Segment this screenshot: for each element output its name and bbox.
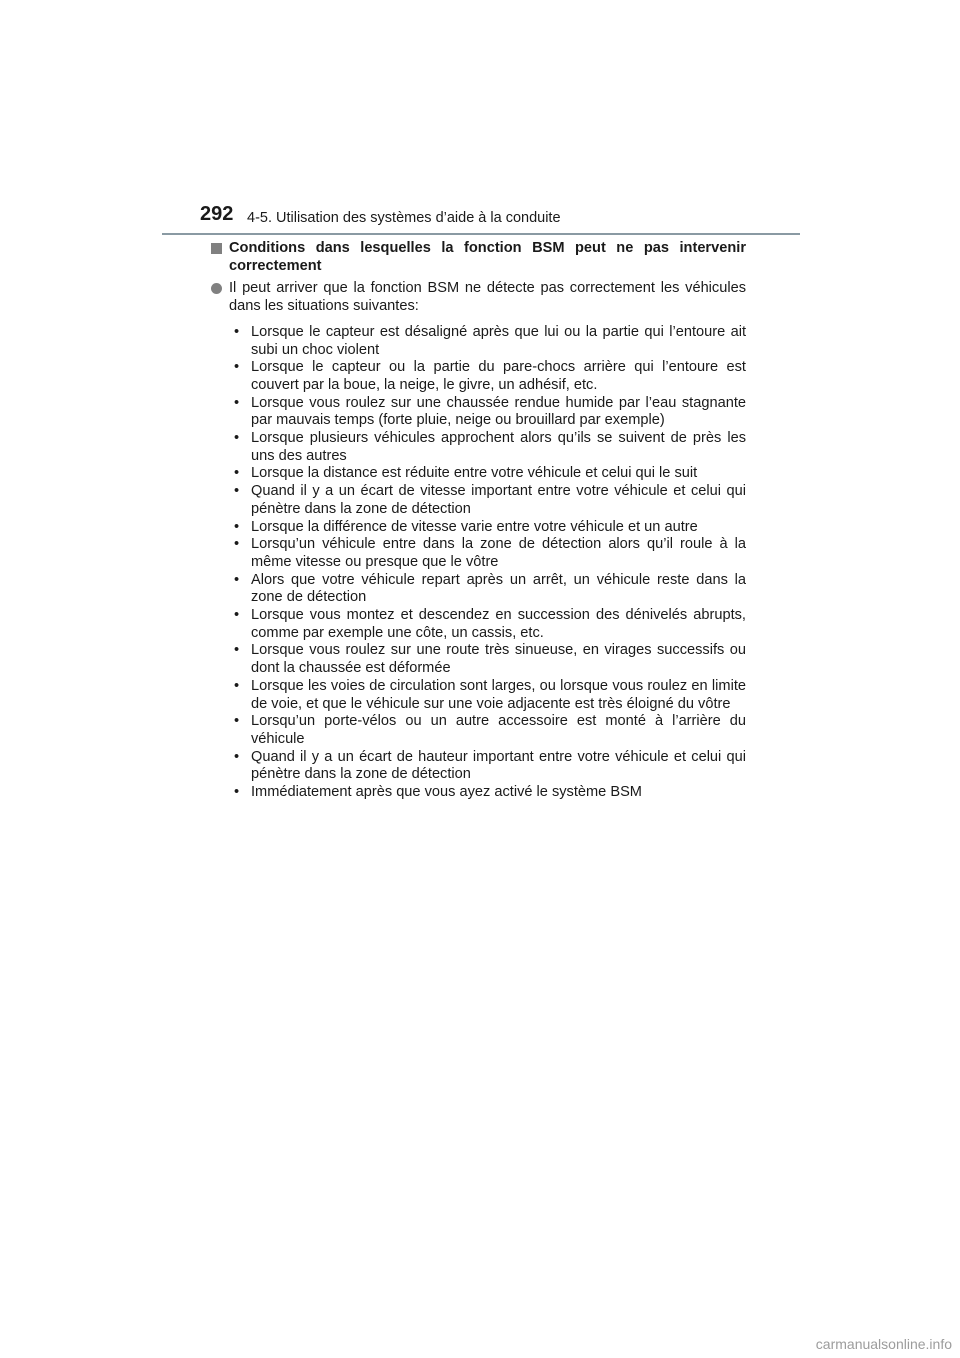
list-item xyxy=(234,748,746,784)
bullet-icon: • xyxy=(234,394,240,411)
bullet-icon: • xyxy=(234,536,240,553)
main-point xyxy=(211,280,746,315)
list-item-text: Lorsque le capteur est désaligné après que lui ou la partie qui l’entoure ait subi un choc violent xyxy=(251,323,746,358)
list-item xyxy=(234,642,746,677)
bullet-icon: • xyxy=(234,483,240,500)
list-item xyxy=(234,607,746,642)
watermark-logo: carmanualsonline.info xyxy=(815,1336,952,1352)
square-bullet-icon xyxy=(211,243,222,254)
section-heading xyxy=(211,240,746,275)
list-item-text: Lorsque vous roulez sur une chaussée rendue humide par l’eau stagnante par mauvais temps (forte pluie, neige ou brouillard par exemple) xyxy=(251,394,746,429)
list-item xyxy=(234,677,746,713)
bullet-icon: • xyxy=(234,677,240,694)
list-item-text: Lorsque les voies de circulation sont larges, ou lorsque vous roulez en limite de voie, et que le véhicule sur une voie adjacente est très éloigné du vôtre xyxy=(251,677,746,712)
header-divider xyxy=(162,233,800,235)
bullet-icon: • xyxy=(234,518,240,535)
list-item-text: Immédiatement après que vous ayez activé le système BSM xyxy=(251,784,642,801)
list-item xyxy=(234,430,746,465)
list-item-text: Lorsque la différence de vitesse varie entre votre véhicule et un autre xyxy=(251,518,698,535)
circle-bullet-icon xyxy=(211,283,222,294)
list-item xyxy=(234,713,746,748)
main-point-text: Il peut arriver que la fonction BSM ne détecte pas correctement les véhicules dans les situations suivantes: xyxy=(229,280,746,315)
bullet-icon: • xyxy=(234,748,240,765)
list-item xyxy=(234,465,746,483)
list-item-text: Lorsque la distance est réduite entre votre véhicule et celui qui le suit xyxy=(251,465,698,482)
page-number: 292 xyxy=(200,203,234,225)
bullet-icon: • xyxy=(234,713,240,730)
page-header xyxy=(200,203,800,235)
list-item-text: Lorsque vous montez et descendez en succession des dénivelés abrupts, comme par exemple une côte, un cassis, etc. xyxy=(251,607,746,641)
list-item-text: Quand il y a un écart de hauteur important entre votre véhicule et celui qui pénètre dans la zone de détection xyxy=(251,748,746,783)
list-item-text: Quand il y a un écart de vitesse important entre votre véhicule et celui qui pénètre dans la zone de détection xyxy=(251,483,746,517)
section-title: 4-5. Utilisation des systèmes d’aide à la conduite xyxy=(247,210,561,226)
list-item-text: Lorsque le capteur ou la partie du pare-chocs arrière qui l’entoure est couvert par la boue, la neige, le givre, un adhésif, etc. xyxy=(251,359,746,393)
list-item xyxy=(234,323,746,359)
bullet-icon: • xyxy=(234,784,240,801)
bullet-icon: • xyxy=(234,571,240,588)
bullet-icon: • xyxy=(234,323,240,340)
list-item xyxy=(234,483,746,518)
list-item xyxy=(234,518,746,537)
bullet-icon: • xyxy=(234,607,240,624)
condition-list xyxy=(211,324,746,802)
bullet-icon: • xyxy=(234,642,240,659)
list-item xyxy=(234,394,746,430)
bullet-icon: • xyxy=(234,465,240,482)
list-item-text: Alors que votre véhicule repart après un arrêt, un véhicule reste dans la zone de détection xyxy=(251,571,746,606)
list-item xyxy=(234,536,746,571)
bullet-icon: • xyxy=(234,430,240,447)
list-item-text: Lorsqu’un porte-vélos ou un autre accessoire est monté à l’arrière du véhicule xyxy=(251,713,746,747)
list-item xyxy=(234,359,746,394)
list-item-text: Lorsqu’un véhicule entre dans la zone de détection alors qu’il roule à la même vitesse ou presque que le vôtre xyxy=(251,536,746,570)
list-item xyxy=(234,571,746,607)
list-item-text: Lorsque plusieurs véhicules approchent alors qu’ils se suivent de près les uns des autres xyxy=(251,430,746,464)
section-heading-text: Conditions dans lesquelles la fonction BSM peut ne pas intervenir correctement xyxy=(229,240,746,274)
list-item xyxy=(234,784,746,802)
list-item-text: Lorsque vous roulez sur une route très sinueuse, en virages successifs ou dont la chaussée est déformée xyxy=(251,642,746,677)
bullet-icon: • xyxy=(234,359,240,376)
page-content xyxy=(211,240,746,802)
